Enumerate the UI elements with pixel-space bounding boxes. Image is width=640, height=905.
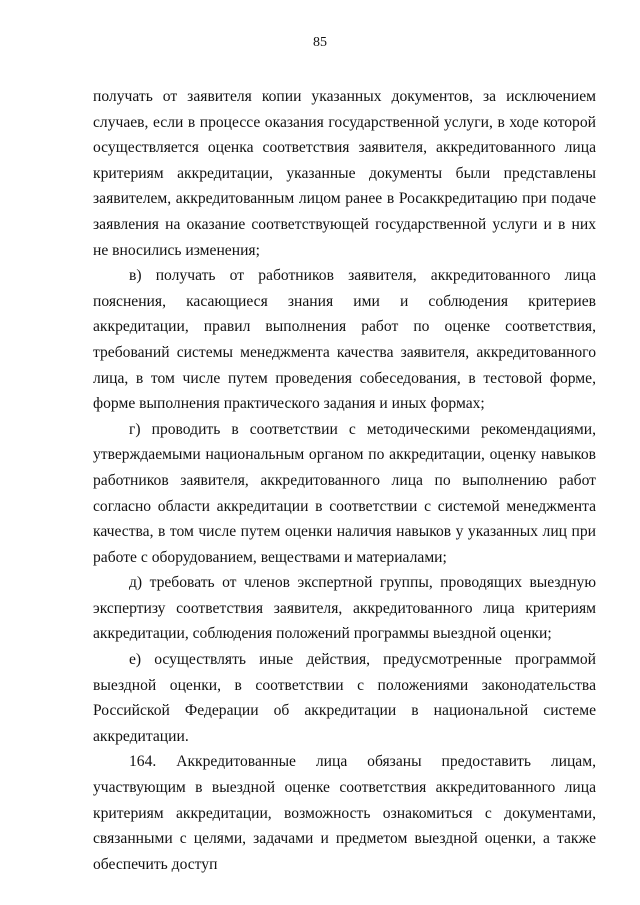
paragraph-clause-164: 164. Аккредитованные лица обязаны предоставить лицам, участвующим в выездной оценке соответствия аккредитованного лица критериям аккредитации, возможность ознакомиться с документами, связанными с целями, задачами и предметом выездной оценки, а также обеспечить доступ (93, 753, 596, 873)
paragraph-item-e: е) осуществлять иные действия, предусмотренные программой выездной оценки, в соответствии с положениями законодательства Российской Федерации об аккредитации в национальной системе аккредитации. (93, 651, 596, 745)
page-number: 85 (313, 35, 327, 50)
paragraph-item-g: г) проводить в соответствии с методическими рекомендациями, утверждаемыми национальным органом по аккредитации, оценку навыков работников заявителя, аккредитованного лица по выполнению работ согласно области аккредитации в соответствии с системой менеджмента качества, в том числе путем оценки наличия навыков у указанных лиц при работе с оборудованием, веществами и материалами; (93, 420, 596, 566)
paragraph-item-d: д) требовать от членов экспертной группы, проводящих выездную экспертизу соответствия заявителя, аккредитованного лица критериям аккредитации, соблюдения положений программы выездной оценки; (93, 574, 596, 643)
paragraph-continuation: получать от заявителя копии указанных документов, за исключением случаев, если в процессе оказания государственной услуги, в ходе которой осуществляется оценка соответствия заявителя, аккредитованного лица критериям аккредитации, указанные документы были представлены заявителем, аккредитованным лицом ранее в Росаккредитацию при подаче заявления на оказание соответствующей государственной услуги и в них не вносились изменения; (93, 88, 596, 259)
paragraph-item-v: в) получать от работников заявителя, аккредитованного лица пояснения, касающиеся знания ими и соблюдения критериев аккредитации, правил выполнения работ по оценке соответствия, требований системы менеджмента качества заявителя, аккредитованного лица, в том числе путем проведения собеседования, в тестовой форме, форме выполнения практического задания и иных формах; (93, 267, 596, 413)
document-body (93, 84, 596, 877)
